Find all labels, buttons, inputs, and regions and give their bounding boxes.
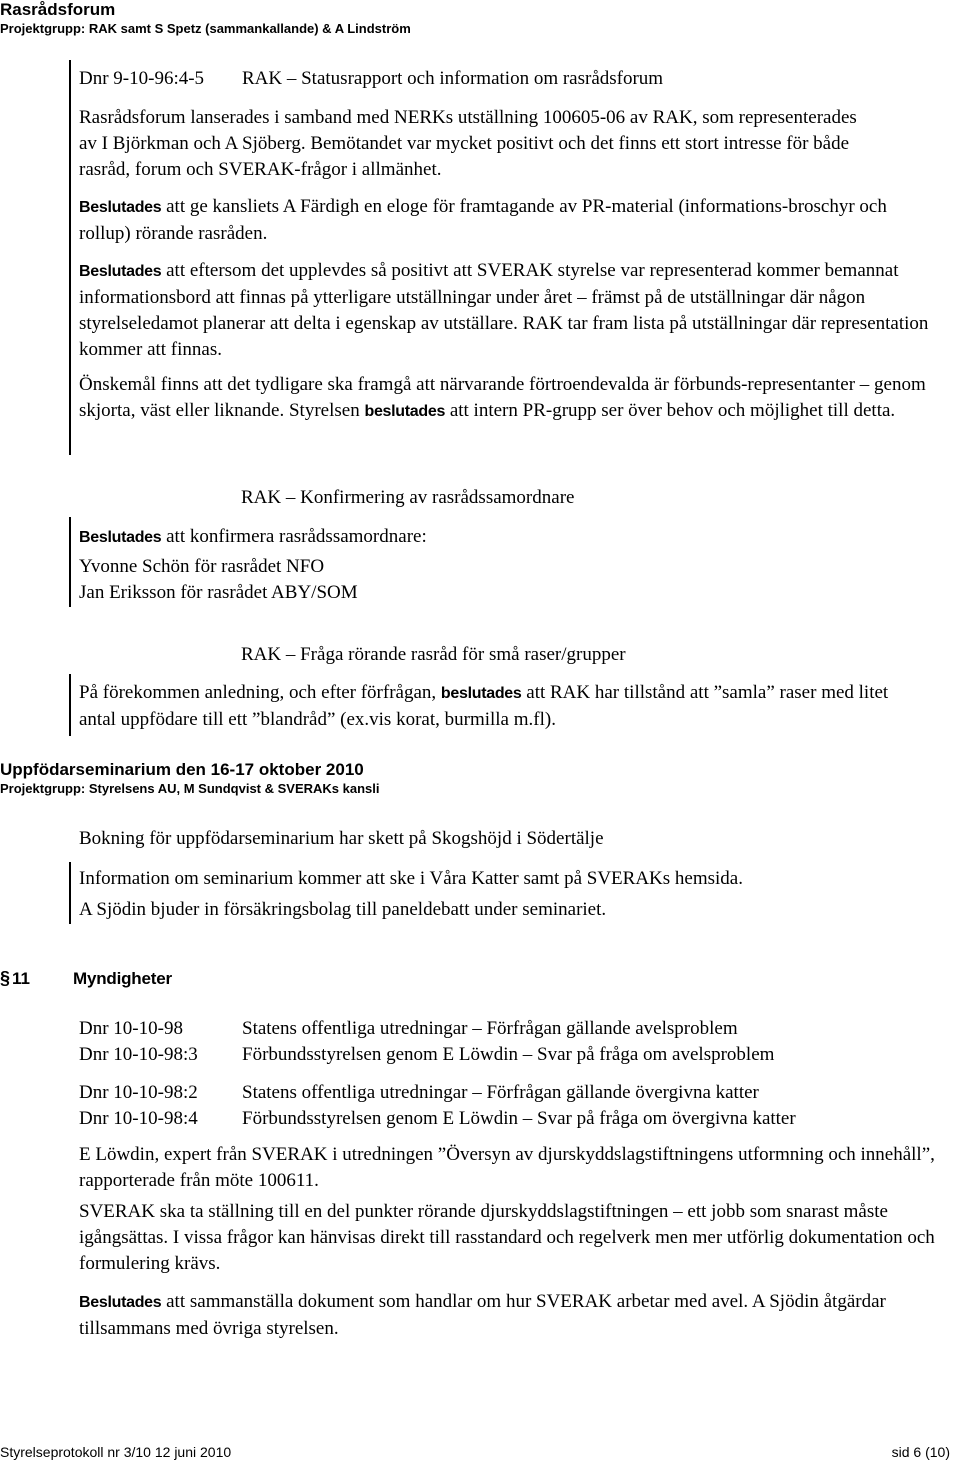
section11-sverak: SVERAK ska ta ställning till en del punkter rörande djurskyddslagstiftningen – ett jobb som snarast måste igångsättas. I vissa frågor kan hänvisas direkt till rasstandard och regelverk men mer utförlig dokumentation och formulering krävs. bbox=[79, 1201, 935, 1274]
decision-text: att eftersom det upplevdes så positivt att SVERAK styrelse var representerad kommer bemannat informationsbord att finnas på ytterligare utställningar under året – främst på de utställningar där någon styrelseledamot planerar att delta i egenskap av utställare. RAK tar fram lista på utställningar där representation kommer att finnas. bbox=[79, 260, 929, 360]
decision-text: att konfirmera rasrådssamordnare: bbox=[161, 526, 427, 547]
dnr-entry bbox=[79, 1016, 939, 1042]
decision-keyword: beslutades bbox=[364, 403, 446, 420]
seminarium-insurance: A Sjödin bjuder in försäkringsbolag till paneldebatt under seminariet. bbox=[79, 899, 607, 920]
konfirmering-heading: RAK – Konfirmering av rasrådssamordnare bbox=[241, 487, 575, 508]
seminarium-title: Uppfödarseminarium den 16-17 oktober 2010 bbox=[0, 760, 364, 779]
konfirmering-decision bbox=[79, 524, 939, 551]
seminarium-info: Information om seminarium kommer att ske i Våra Katter samt på SVERAKs hemsida. bbox=[79, 868, 743, 889]
footer-page-number: sid 6 (10) bbox=[891, 1444, 950, 1460]
section11-expert: E Löwdin, expert från SVERAK i utredningen ”Översyn av djurskyddslagstiftningens utformning och innehåll”, rapporterade från möte 100611. bbox=[79, 1144, 935, 1191]
dnr-number: Dnr 10-10-98:3 bbox=[79, 1044, 198, 1065]
decision-text: att sammanställa dokument som handlar om hur SVERAK arbetar med avel. A Sjödin åtgärdar tillsammans med övriga styrelsen. bbox=[79, 1291, 886, 1339]
dnr-text: Statens offentliga utredningar – Förfrågan gällande övergivna katter bbox=[242, 1082, 759, 1103]
decision-keyword: Beslutades bbox=[79, 263, 162, 280]
dnr-number: Dnr 10-10-98 bbox=[79, 1018, 183, 1039]
change-bar bbox=[69, 60, 71, 455]
section-marker: § bbox=[0, 968, 11, 988]
dnr-entry bbox=[79, 1106, 939, 1132]
decision-keyword: beslutades bbox=[440, 685, 522, 702]
smaraser-heading: RAK – Fråga rörande rasråd för små raser/grupper bbox=[241, 644, 626, 665]
page-header-title: Rasrådsforum bbox=[0, 0, 116, 19]
section-title: Myndigheter bbox=[73, 969, 172, 988]
section-number: 11 bbox=[12, 969, 30, 988]
rasrad-dnr-line bbox=[79, 66, 939, 92]
rasrad-dnr: Dnr 9-10-96:4-5 bbox=[79, 68, 205, 89]
dnr-text: Förbundsstyrelsen genom E Löwdin – Svar på fråga om avelsproblem bbox=[242, 1044, 775, 1065]
page-header-project: Projektgrupp: RAK samt S Spetz (sammankallande) & A Lindström bbox=[0, 21, 411, 36]
rasrad-wish bbox=[79, 372, 929, 425]
seminarium-project: Projektgrupp: Styrelsens AU, M Sundqvist & SVERAKs kansli bbox=[0, 781, 380, 796]
konfirmering-person-2: Jan Eriksson för rasrådet ABY/SOM bbox=[79, 582, 358, 603]
decision-keyword: Beslutades bbox=[79, 199, 162, 216]
rasrad-dnr-title: RAK – Statusrapport och information om rasrådsforum bbox=[242, 68, 664, 89]
rasrad-intro: Rasrådsforum lanserades i samband med NERKs utställning 100605-06 av RAK, som representerades av I Björkman och A Sjöberg. Bemötandet var mycket positivt och det finns ett stort intresse för både rasråd, forum och SVERAK-frågor i allmänhet. bbox=[79, 107, 857, 180]
dnr-number: Dnr 10-10-98:2 bbox=[79, 1082, 198, 1103]
decision-text: att ge kansliets A Färdigh en eloge för framtagande av PR-material (informations-broschyr och rollup) rörande rasråden. bbox=[79, 196, 887, 244]
rasrad-decision-2 bbox=[79, 258, 941, 363]
decision-keyword: Beslutades bbox=[79, 1294, 162, 1311]
rasrad-decision-1 bbox=[79, 194, 929, 247]
change-bar bbox=[69, 517, 71, 607]
change-bar bbox=[69, 862, 71, 924]
dnr-entry bbox=[79, 1080, 939, 1106]
change-bar bbox=[69, 674, 71, 736]
decision-keyword: Beslutades bbox=[79, 529, 162, 546]
seminarium-booking: Bokning för uppfödarseminarium har skett på Skogshöjd i Södertälje bbox=[79, 828, 604, 849]
dnr-text: Förbundsstyrelsen genom E Löwdin – Svar på fråga om övergivna katter bbox=[242, 1108, 796, 1129]
dnr-entry bbox=[79, 1042, 939, 1068]
wish-text: att intern PR-grupp ser över behov och möjlighet till detta. bbox=[445, 400, 896, 421]
dnr-number: Dnr 10-10-98:4 bbox=[79, 1108, 198, 1129]
section11-decision bbox=[79, 1289, 939, 1342]
wish-text: Önskemål finns att det tydligare ska framgå att närvarande förtroendevalda är förbunds-representanter – genom skjorta, väst eller liknande. Styrelsen bbox=[79, 374, 926, 421]
dnr-text: Statens offentliga utredningar – Förfrågan gällande avelsproblem bbox=[242, 1018, 738, 1039]
smaraser-text-part: På förekommen anledning, och efter förfrågan, bbox=[79, 682, 441, 703]
smaraser-text-part: att RAK har tillstånd att ”samla” raser med litet antal uppfödare till ett ”blandråd” (ex.vis korat, burmilla m.fl). bbox=[79, 682, 889, 730]
footer-protocol: Styrelseprotokoll nr 3/10 12 juni 2010 bbox=[0, 1444, 232, 1460]
konfirmering-person-1: Yvonne Schön för rasrådet NFO bbox=[79, 556, 325, 577]
smaraser-text bbox=[79, 680, 929, 733]
